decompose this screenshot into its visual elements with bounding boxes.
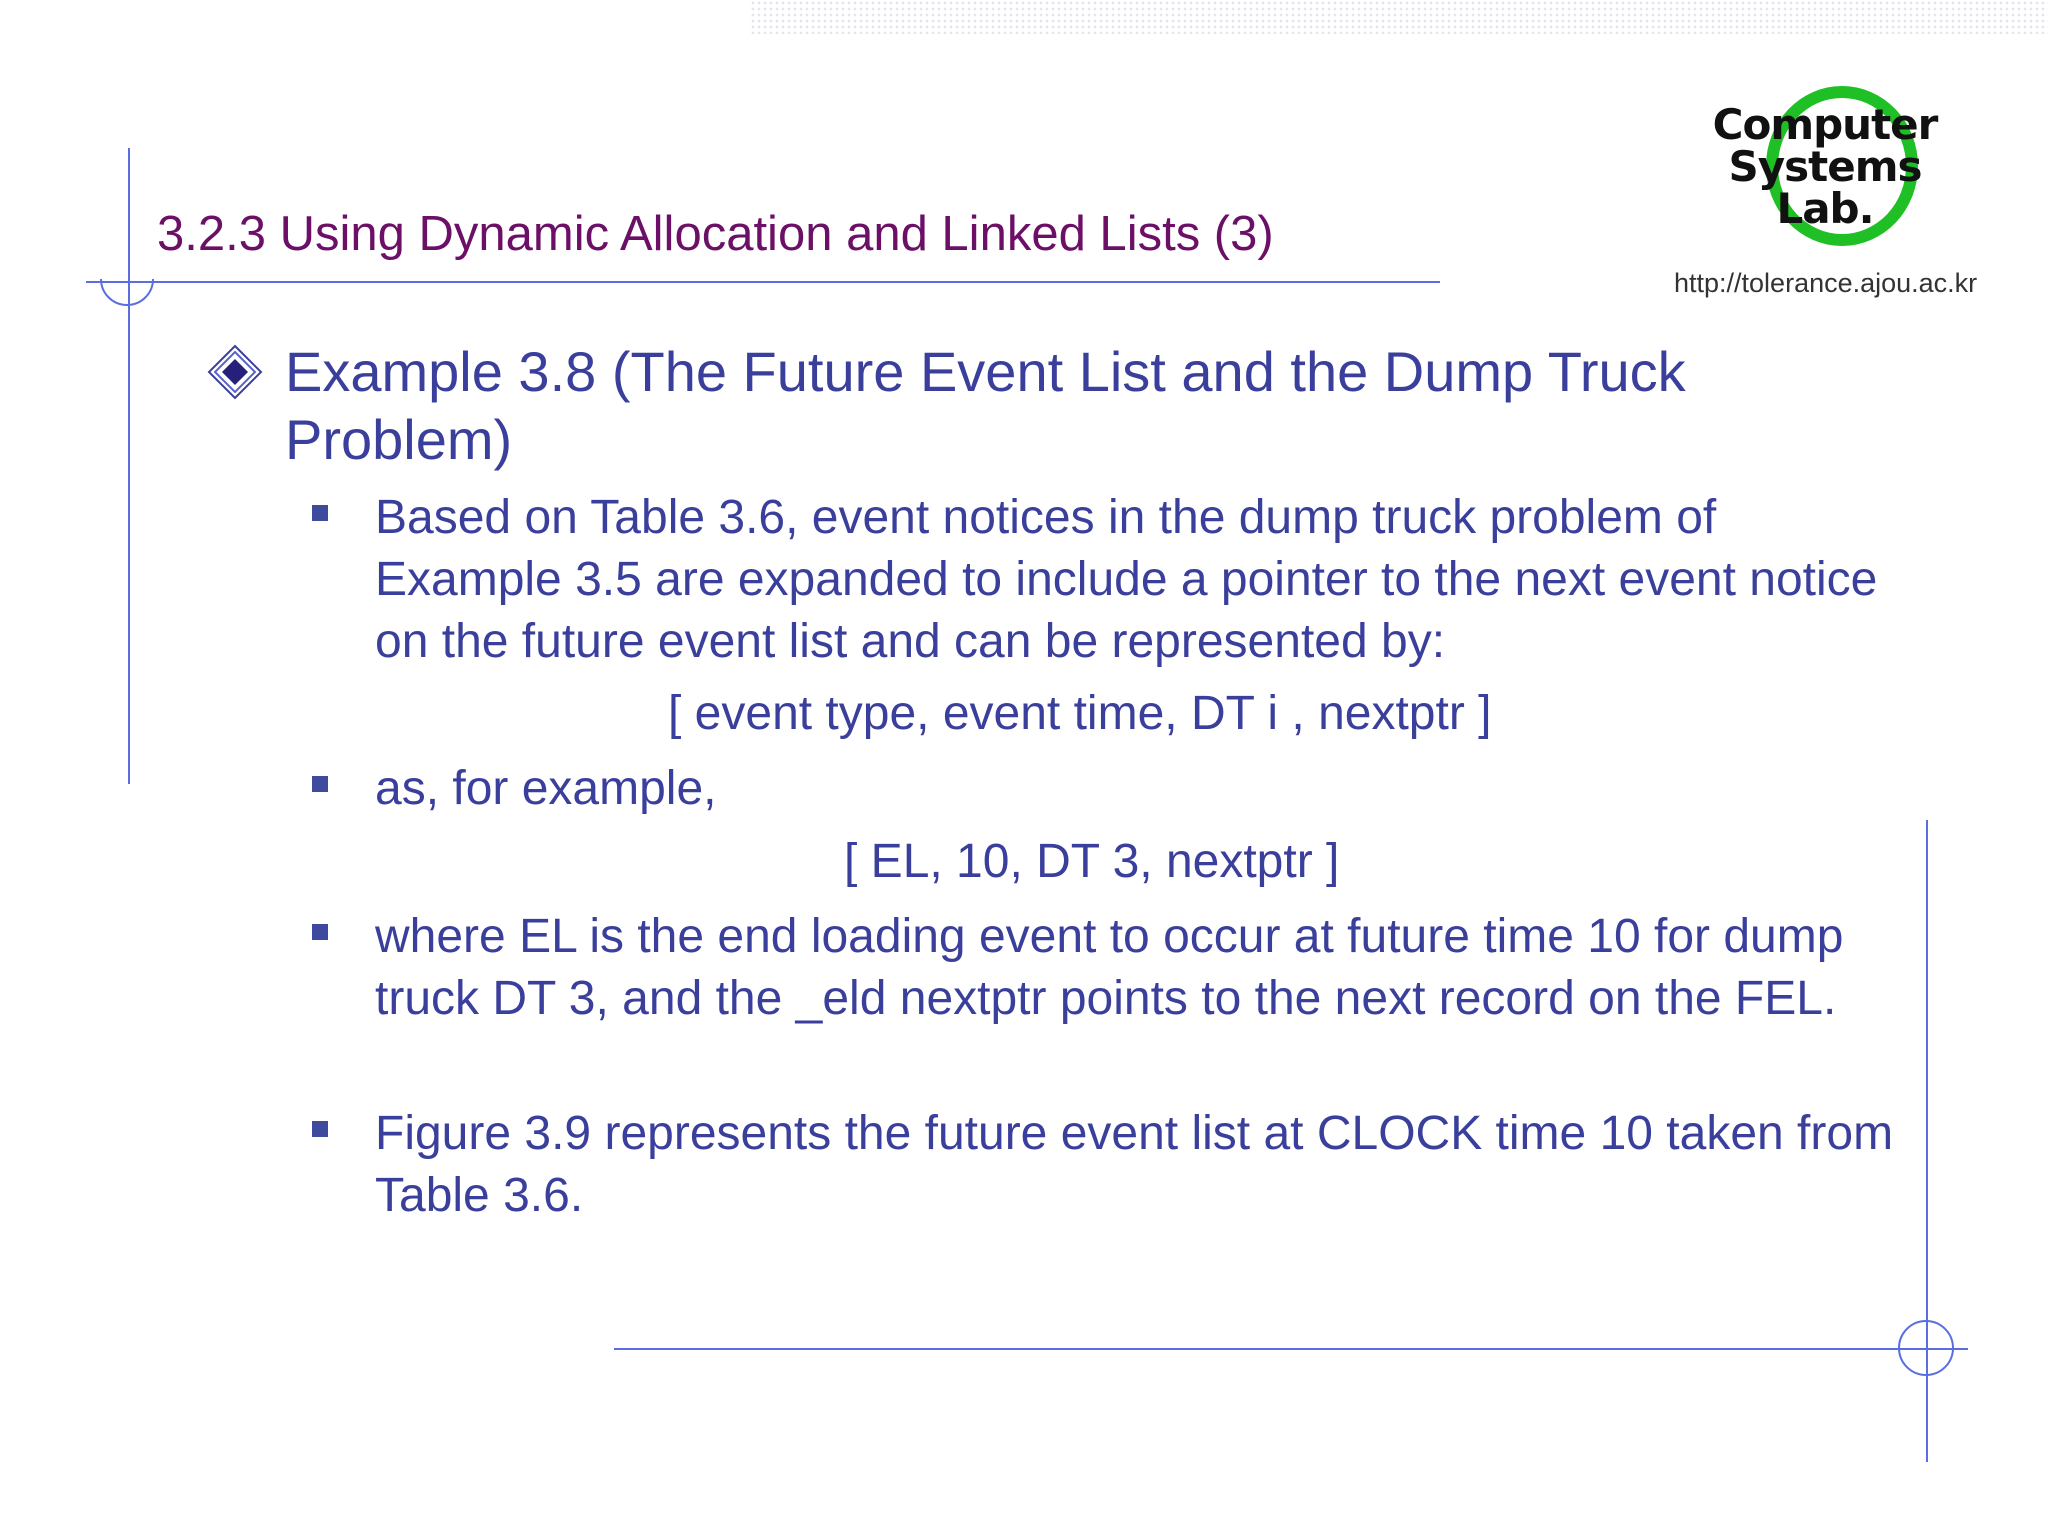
- left-vertical-line: [128, 148, 130, 784]
- bottom-horizontal-line: [614, 1348, 1968, 1350]
- computer-systems-lab-logo: [1694, 80, 1956, 252]
- square-bullet-icon: [312, 505, 328, 521]
- crosshair-circle-bottom-right: [1898, 1320, 1954, 1376]
- formula-example: [ EL, 10, DT 3, nextptr ]: [844, 835, 1340, 888]
- crosshair-circle-top-left: [100, 252, 154, 306]
- main-bullet-text: Example 3.8 (The Future Event List and the Dump Truck Problem): [285, 340, 1686, 471]
- formula-event-notice: [ event type, event time, DT i , nextptr ]: [668, 687, 1492, 740]
- dotted-band: [750, 0, 2048, 34]
- sub-bullet-4-text: Figure 3.9 represents the future event list at CLOCK time 10 taken from Table 3.6.: [375, 1107, 1894, 1222]
- diamond-bullet-icon: [207, 344, 263, 400]
- logo-line-1: Computer: [1712, 100, 1938, 149]
- logo-line-3: Lab.: [1776, 184, 1874, 233]
- lab-url: http://tolerance.ajou.ac.kr: [1674, 268, 1978, 298]
- logo-text: [1694, 100, 1956, 233]
- sub-bullet-2-text: as, for example,: [375, 762, 717, 815]
- title-underline: [86, 281, 1440, 283]
- logo-line-2: Systems: [1728, 142, 1922, 191]
- square-bullet-icon: [312, 924, 328, 940]
- slide-title: 3.2.3 Using Dynamic Allocation and Linked Lists (3): [157, 207, 1274, 261]
- square-bullet-icon: [312, 776, 328, 792]
- sub-bullet-3-text: where EL is the end loading event to occur at future time 10 for dump truck DT 3, and the _eld nextptr points to the next record on the FEL.: [375, 910, 1844, 1025]
- square-bullet-icon: [312, 1121, 328, 1137]
- sub-bullet-1-text: Based on Table 3.6, event notices in the dump truck problem of Example 3.5 are expanded to include a pointer to the next event notice on the future event list and can be represented by:: [375, 491, 1878, 668]
